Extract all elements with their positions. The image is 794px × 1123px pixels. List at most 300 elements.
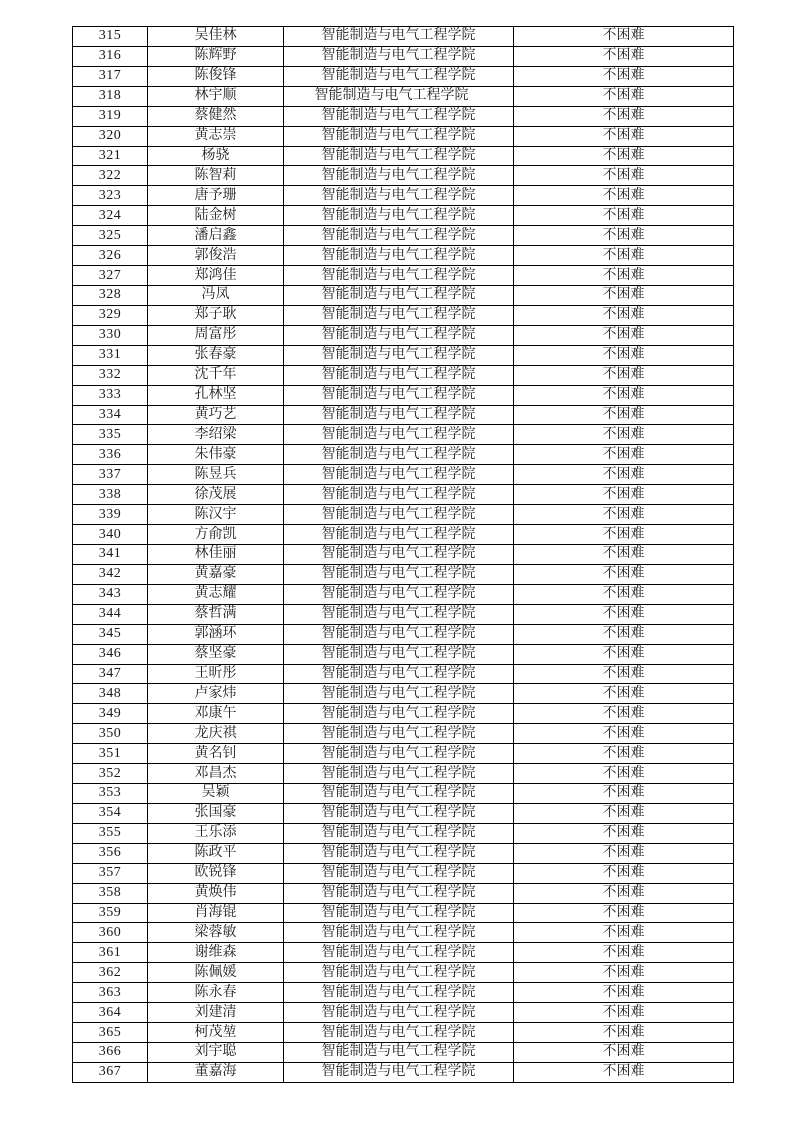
row-number-cell (73, 325, 148, 345)
college-cell-text: 智能制造与电气工程学院 (321, 167, 476, 183)
table-row (73, 704, 734, 724)
status-cell (514, 505, 734, 525)
student-name-cell (148, 146, 284, 166)
college-cell (284, 744, 514, 764)
status-cell (514, 365, 734, 385)
status-cell-text: 不困难 (602, 865, 645, 881)
table-row (73, 206, 734, 226)
student-name-cell-text: 张春豪 (194, 347, 237, 363)
status-cell-text: 不困难 (602, 466, 645, 482)
row-number-cell-text: 321 (98, 147, 122, 163)
college-cell (284, 405, 514, 425)
college-cell (284, 525, 514, 545)
student-name-cell (148, 425, 284, 445)
college-cell-text: 智能制造与电气工程学院 (321, 1064, 476, 1080)
student-name-cell (148, 226, 284, 246)
student-name-cell-text: 郭涵环 (194, 626, 237, 642)
college-cell (284, 584, 514, 604)
college-cell (284, 644, 514, 664)
table-row (73, 86, 734, 106)
student-name-cell (148, 863, 284, 883)
college-cell-text: 智能制造与电气工程学院 (321, 247, 476, 263)
student-name-cell (148, 823, 284, 843)
status-cell (514, 226, 734, 246)
status-cell-text: 不困难 (602, 247, 645, 263)
row-number-cell-text: 316 (98, 48, 122, 64)
row-number-cell (73, 285, 148, 305)
status-cell (514, 664, 734, 684)
table-row (73, 305, 734, 325)
row-number-cell-text: 360 (98, 924, 122, 940)
student-name-cell-text: 黄志崇 (194, 128, 237, 144)
college-cell (284, 963, 514, 983)
student-name-cell-text: 柯茂堃 (194, 1024, 237, 1040)
college-cell (284, 425, 514, 445)
status-cell (514, 1062, 734, 1082)
row-number-cell (73, 385, 148, 405)
status-cell (514, 206, 734, 226)
student-name-cell-text: 陈昱兵 (194, 466, 237, 482)
college-cell (284, 186, 514, 206)
table-row (73, 1023, 734, 1043)
table-row (73, 126, 734, 146)
student-name-cell-text: 郑鸿佳 (194, 267, 237, 283)
college-cell (284, 624, 514, 644)
college-cell-text: 智能制造与电气工程学院 (321, 267, 476, 283)
row-number-cell-text: 366 (98, 1044, 122, 1060)
student-name-cell (148, 684, 284, 704)
student-name-cell (148, 1003, 284, 1023)
student-name-cell-text: 唐予珊 (194, 187, 237, 203)
status-cell-text: 不困难 (602, 167, 645, 183)
status-cell-text: 不困难 (602, 1024, 645, 1040)
row-number-cell (73, 624, 148, 644)
row-number-cell-text: 324 (98, 207, 122, 223)
college-cell-text: 智能制造与电气工程学院 (321, 924, 476, 940)
row-number-cell (73, 425, 148, 445)
status-cell (514, 963, 734, 983)
student-name-cell-text: 郭俊浩 (194, 247, 237, 263)
table-row (73, 425, 734, 445)
row-number-cell-text: 339 (98, 506, 122, 522)
college-cell-text: 智能制造与电气工程学院 (321, 367, 476, 383)
status-cell-text: 不困难 (602, 745, 645, 761)
row-number-cell-text: 349 (98, 705, 122, 721)
table-row (73, 1003, 734, 1023)
row-number-cell (73, 564, 148, 584)
table-row (73, 365, 734, 385)
row-number-cell-text: 367 (98, 1064, 122, 1080)
student-name-cell-text: 蔡哲满 (194, 606, 237, 622)
college-cell (284, 843, 514, 863)
status-cell-text: 不困难 (602, 367, 645, 383)
row-number-cell (73, 604, 148, 624)
college-cell-text: 智能制造与电气工程学院 (321, 227, 476, 243)
status-cell (514, 405, 734, 425)
college-cell (284, 27, 514, 47)
student-name-cell-text: 张国豪 (194, 805, 237, 821)
college-cell (284, 126, 514, 146)
student-name-cell-text: 徐茂展 (194, 486, 237, 502)
table-row (73, 266, 734, 286)
college-cell (284, 146, 514, 166)
status-cell-text: 不困难 (602, 885, 645, 901)
row-number-cell-text: 353 (98, 785, 122, 801)
college-cell-text: 智能制造与电气工程学院 (321, 147, 476, 163)
status-cell-text: 不困难 (602, 128, 645, 144)
table-row (73, 285, 734, 305)
row-number-cell (73, 664, 148, 684)
table-row (73, 27, 734, 47)
college-cell-text: 智能制造与电气工程学院 (321, 984, 476, 1000)
status-cell (514, 604, 734, 624)
college-cell (284, 564, 514, 584)
row-number-cell-text: 358 (98, 885, 122, 901)
table-row (73, 465, 734, 485)
row-number-cell (73, 226, 148, 246)
student-name-cell-text: 邓康午 (194, 705, 237, 721)
student-name-cell-text: 周富彤 (194, 327, 237, 343)
student-name-cell (148, 485, 284, 505)
college-cell (284, 943, 514, 963)
status-cell-text: 不困难 (602, 665, 645, 681)
status-cell-text: 不困难 (602, 725, 645, 741)
row-number-cell (73, 803, 148, 823)
status-cell-text: 不困难 (602, 48, 645, 64)
college-cell (284, 604, 514, 624)
student-name-cell (148, 644, 284, 664)
student-name-cell-text: 陈佩媛 (194, 964, 237, 980)
status-cell (514, 983, 734, 1003)
student-name-cell-text: 沈千年 (194, 367, 237, 383)
row-number-cell-text: 347 (98, 665, 122, 681)
status-cell-text: 不困难 (602, 1044, 645, 1060)
row-number-cell (73, 305, 148, 325)
status-cell-text: 不困难 (602, 606, 645, 622)
row-number-cell-text: 329 (98, 307, 122, 323)
status-cell (514, 644, 734, 664)
row-number-cell (73, 704, 148, 724)
row-number-cell (73, 186, 148, 206)
student-name-cell (148, 86, 284, 106)
college-cell-text: 智能制造与电气工程学院 (321, 845, 476, 861)
student-name-cell (148, 246, 284, 266)
college-cell (284, 983, 514, 1003)
college-cell (284, 664, 514, 684)
student-name-cell-text: 刘宇聪 (194, 1044, 237, 1060)
row-number-cell (73, 1062, 148, 1082)
student-name-cell (148, 27, 284, 47)
student-name-cell (148, 564, 284, 584)
status-cell-text: 不困难 (602, 68, 645, 84)
student-name-cell (148, 206, 284, 226)
student-name-cell (148, 724, 284, 744)
row-number-cell-text: 320 (98, 128, 122, 144)
college-cell-text: 智能制造与电气工程学院 (321, 646, 476, 662)
status-cell-text: 不困难 (602, 307, 645, 323)
college-cell (284, 325, 514, 345)
status-cell-text: 不困难 (602, 964, 645, 980)
row-number-cell (73, 684, 148, 704)
college-cell (284, 903, 514, 923)
college-cell-text: 智能制造与电气工程学院 (321, 406, 476, 422)
student-name-cell-text: 陈政平 (194, 845, 237, 861)
row-number-cell-text: 345 (98, 626, 122, 642)
college-cell-text: 智能制造与电气工程学院 (321, 187, 476, 203)
table-row (73, 584, 734, 604)
student-name-cell-text: 陈辉野 (194, 48, 237, 64)
table-row (73, 604, 734, 624)
student-name-cell (148, 803, 284, 823)
student-name-cell-text: 黄志耀 (194, 586, 237, 602)
status-cell (514, 744, 734, 764)
table-row (73, 923, 734, 943)
student-name-cell (148, 764, 284, 784)
table-row (73, 803, 734, 823)
status-cell (514, 624, 734, 644)
college-cell-text: 智能制造与电气工程学院 (321, 1044, 476, 1060)
student-name-cell (148, 285, 284, 305)
college-cell (284, 345, 514, 365)
row-number-cell-text: 335 (98, 426, 122, 442)
row-number-cell-text: 327 (98, 267, 122, 283)
student-name-cell-text: 陈俊锋 (194, 68, 237, 84)
status-cell (514, 485, 734, 505)
table-row (73, 843, 734, 863)
college-cell-text: 智能制造与电气工程学院 (321, 606, 476, 622)
row-number-cell (73, 106, 148, 126)
row-number-cell (73, 365, 148, 385)
row-number-cell (73, 883, 148, 903)
student-name-cell-text: 邓昌杰 (194, 765, 237, 781)
table-row (73, 146, 734, 166)
student-name-cell (148, 1062, 284, 1082)
student-name-cell (148, 405, 284, 425)
row-number-cell-text: 326 (98, 247, 122, 263)
table-row (73, 246, 734, 266)
table-row (73, 684, 734, 704)
student-name-cell-text: 林佳丽 (194, 546, 237, 562)
status-cell-text: 不困难 (602, 924, 645, 940)
table-row (73, 226, 734, 246)
status-cell-text: 不困难 (602, 765, 645, 781)
college-cell (284, 764, 514, 784)
college-cell (284, 266, 514, 286)
student-name-cell-text: 龙庆祺 (194, 725, 237, 741)
status-cell (514, 27, 734, 47)
table-row (73, 325, 734, 345)
row-number-cell-text: 342 (98, 566, 122, 582)
table-row (73, 405, 734, 425)
status-cell (514, 784, 734, 804)
college-cell-text: 智能制造与电气工程学院 (321, 725, 476, 741)
college-cell (284, 1062, 514, 1082)
row-number-cell-text: 351 (98, 745, 122, 761)
college-cell-text: 智能制造与电气工程学院 (321, 68, 476, 84)
row-number-cell (73, 584, 148, 604)
student-name-cell (148, 465, 284, 485)
row-number-cell-text: 319 (98, 108, 122, 124)
row-number-cell (73, 823, 148, 843)
row-number-cell-text: 337 (98, 466, 122, 482)
college-cell-text: 智能制造与电气工程学院 (321, 48, 476, 64)
student-name-cell-text: 孔林坚 (194, 387, 237, 403)
student-name-cell-text: 肖海锟 (194, 905, 237, 921)
college-cell-text: 智能制造与电气工程学院 (321, 546, 476, 562)
row-number-cell-text: 352 (98, 765, 122, 781)
row-number-cell-text: 365 (98, 1024, 122, 1040)
status-cell-text: 不困难 (602, 526, 645, 542)
college-cell-text: 智能制造与电气工程学院 (321, 1004, 476, 1020)
student-name-cell-text: 蔡健然 (194, 108, 237, 124)
status-cell (514, 843, 734, 863)
student-name-cell (148, 903, 284, 923)
row-number-cell-text: 350 (98, 725, 122, 741)
status-cell (514, 305, 734, 325)
student-name-cell (148, 584, 284, 604)
college-cell-text: 智能制造与电气工程学院 (321, 1024, 476, 1040)
student-name-cell-text: 朱伟豪 (194, 446, 237, 462)
college-cell-text: 智能制造与电气工程学院 (321, 865, 476, 881)
status-cell-text: 不困难 (602, 685, 645, 701)
status-cell-text: 不困难 (602, 905, 645, 921)
college-cell-text: 智能制造与电气工程学院 (321, 964, 476, 980)
row-number-cell-text: 340 (98, 526, 122, 542)
table-row (73, 525, 734, 545)
college-cell-text: 智能制造与电气工程学院 (321, 28, 476, 44)
row-number-cell-text: 344 (98, 606, 122, 622)
student-name-cell-text: 杨骁 (201, 147, 230, 163)
student-name-cell-text: 林宇顺 (194, 88, 237, 104)
table-row (73, 66, 734, 86)
row-number-cell (73, 27, 148, 47)
table-row (73, 485, 734, 505)
status-cell (514, 903, 734, 923)
college-cell (284, 86, 514, 106)
status-cell (514, 385, 734, 405)
student-roster-table (72, 26, 734, 1083)
status-cell (514, 704, 734, 724)
status-cell-text: 不困难 (602, 984, 645, 1000)
student-name-cell-text: 王昕彤 (194, 665, 237, 681)
student-name-cell (148, 305, 284, 325)
college-cell (284, 505, 514, 525)
row-number-cell (73, 644, 148, 664)
college-cell (284, 724, 514, 744)
college-cell-text: 智能制造与电气工程学院 (321, 566, 476, 582)
status-cell-text: 不困难 (602, 546, 645, 562)
college-cell-text: 智能制造与电气工程学院 (321, 347, 476, 363)
status-cell (514, 146, 734, 166)
status-cell (514, 186, 734, 206)
status-cell-text: 不困难 (602, 28, 645, 44)
college-cell-text: 智能制造与电气工程学院 (321, 486, 476, 502)
college-cell (284, 46, 514, 66)
status-cell-text: 不困难 (602, 446, 645, 462)
student-name-cell (148, 624, 284, 644)
row-number-cell (73, 1023, 148, 1043)
row-number-cell (73, 505, 148, 525)
college-cell (284, 544, 514, 564)
student-name-cell (148, 325, 284, 345)
status-cell-text: 不困难 (602, 1064, 645, 1080)
student-name-cell-text: 李绍梁 (194, 426, 237, 442)
status-cell (514, 525, 734, 545)
student-name-cell (148, 46, 284, 66)
row-number-cell-text: 362 (98, 964, 122, 980)
college-cell-text: 智能制造与电气工程学院 (321, 108, 476, 124)
status-cell-text: 不困难 (602, 406, 645, 422)
status-cell (514, 863, 734, 883)
table-row (73, 1043, 734, 1063)
status-cell (514, 764, 734, 784)
college-cell (284, 485, 514, 505)
status-cell (514, 445, 734, 465)
college-cell (284, 883, 514, 903)
status-cell-text: 不困难 (602, 785, 645, 801)
table-row (73, 903, 734, 923)
table-row (73, 983, 734, 1003)
table-row (73, 943, 734, 963)
student-name-cell-text: 蔡坚豪 (194, 646, 237, 662)
college-cell-text: 智能制造与电气工程学院 (321, 128, 476, 144)
student-name-cell (148, 983, 284, 1003)
roster-table-body (73, 27, 734, 1083)
table-row (73, 445, 734, 465)
student-name-cell-text: 吴佳林 (194, 28, 237, 44)
student-name-cell-text: 刘建清 (194, 1004, 237, 1020)
student-name-cell-text: 梁蓉敏 (194, 924, 237, 940)
table-row (73, 166, 734, 186)
status-cell-text: 不困难 (602, 207, 645, 223)
college-cell (284, 106, 514, 126)
status-cell-text: 不困难 (602, 287, 645, 303)
student-name-cell (148, 186, 284, 206)
status-cell (514, 1043, 734, 1063)
status-cell (514, 724, 734, 744)
row-number-cell (73, 724, 148, 744)
college-cell (284, 803, 514, 823)
college-cell-text: 智能制造与电气工程学院 (321, 426, 476, 442)
status-cell-text: 不困难 (602, 646, 645, 662)
row-number-cell (73, 983, 148, 1003)
college-cell-text: 智能制造与电气工程学院 (321, 207, 476, 223)
college-cell (284, 206, 514, 226)
row-number-cell-text: 355 (98, 825, 122, 841)
college-cell-text: 智能制造与电气工程学院 (321, 665, 476, 681)
student-name-cell-text: 黄焕伟 (194, 885, 237, 901)
table-row (73, 624, 734, 644)
student-name-cell-text: 谢维森 (194, 944, 237, 960)
college-cell-text: 智能制造与电气工程学院 (321, 466, 476, 482)
row-number-cell-text: 343 (98, 586, 122, 602)
row-number-cell-text: 318 (98, 88, 122, 104)
college-cell (284, 385, 514, 405)
row-number-cell-text: 334 (98, 406, 122, 422)
row-number-cell-text: 364 (98, 1004, 122, 1020)
row-number-cell (73, 46, 148, 66)
status-cell (514, 345, 734, 365)
table-row (73, 345, 734, 365)
status-cell (514, 584, 734, 604)
college-cell (284, 823, 514, 843)
college-cell (284, 305, 514, 325)
status-cell-text: 不困难 (602, 147, 645, 163)
college-cell-text: 智能制造与电气工程学院 (321, 626, 476, 642)
college-cell (284, 1043, 514, 1063)
row-number-cell-text: 333 (98, 387, 122, 403)
table-row (73, 963, 734, 983)
